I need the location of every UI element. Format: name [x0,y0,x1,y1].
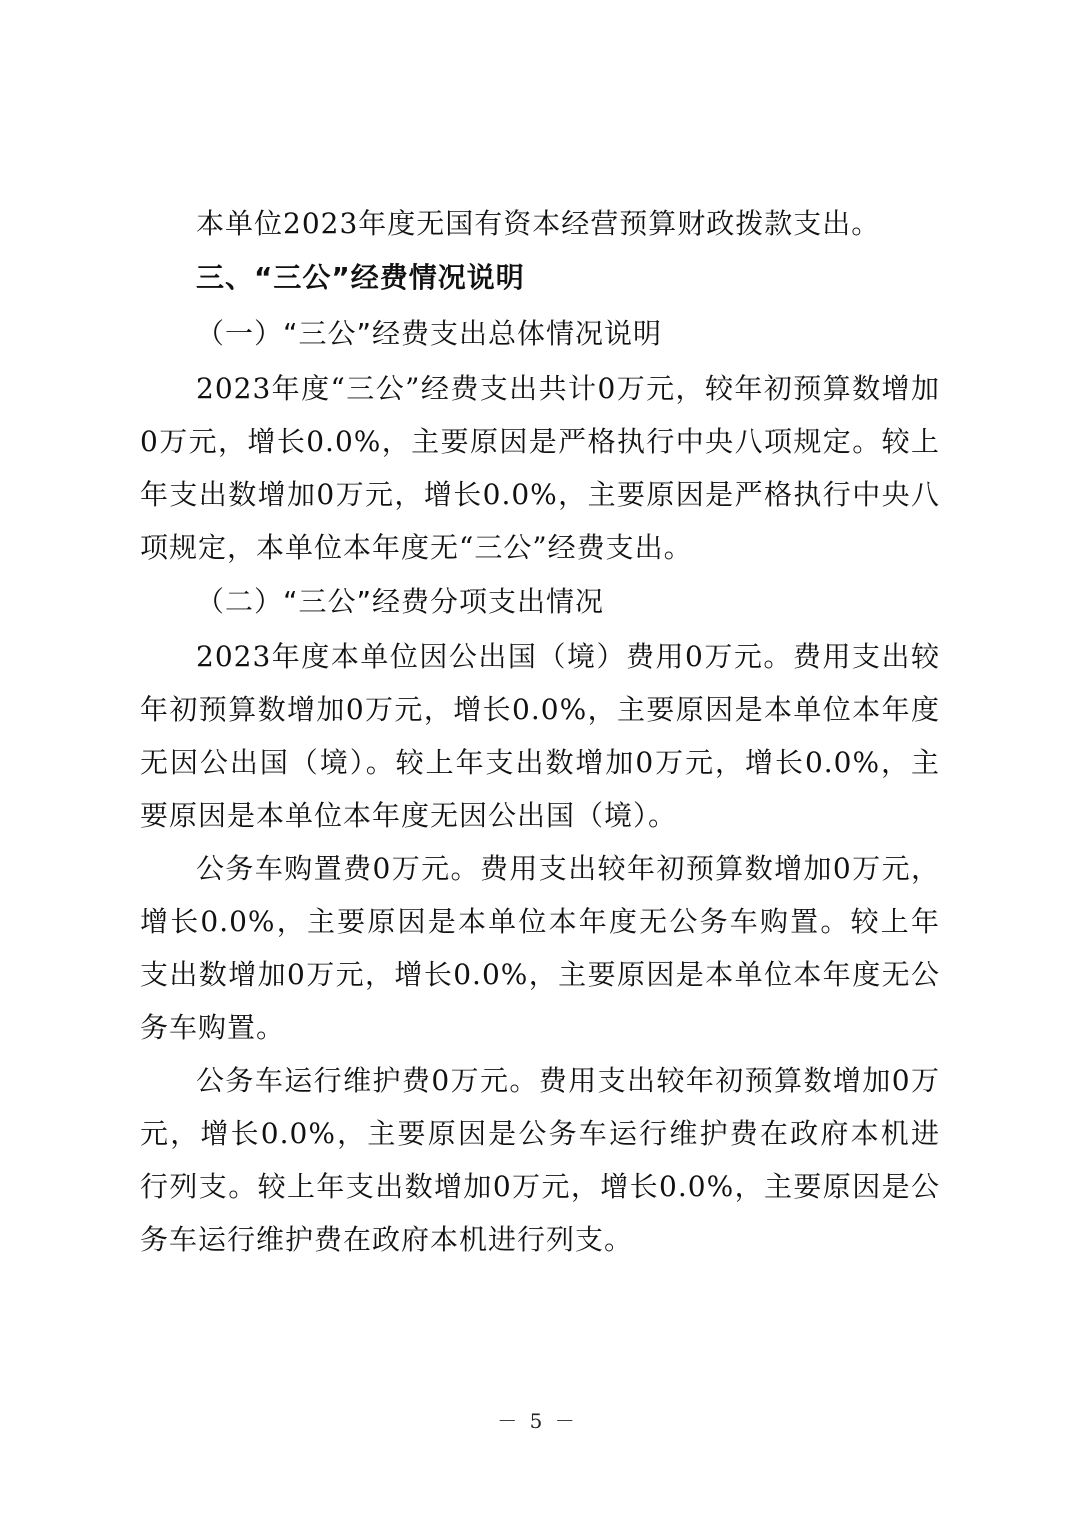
page-number: － 5 － [497,1409,578,1433]
subsection-heading-itemized: （二）“三公”经费分项支出情况 [196,585,605,618]
section-heading-three-public-expenses: 三、“三公”经费情况说明 [196,261,525,294]
subsection-heading-overall: （一）“三公”经费支出总体情况说明 [196,317,663,350]
paragraph-vehicle-purchase: 公务车购置费0万元。费用支出较年初预算数增加0万元，增长0.0%，主要原因是本单位本年度无公务车购置。较上年支出数增加0万元，增长0.0%，主要原因是本单位本年度无公务车购置。 [140,852,940,1044]
paragraph-overseas-travel: 2023年度本单位因公出国（境）费用0万元。费用支出较年初预算数增加0万元，增长0.0%，主要原因是本单位本年度无因公出国（境）。较上年支出数增加0万元，增长0.0%，主要原因是本单位本年度无因公出国（境）。 [140,640,940,832]
paragraph-state-capital-budget: 本单位2023年度无国有资本经营预算财政拨款支出。 [196,207,881,240]
paragraph-overall-expenses: 2023年度“三公”经费支出共计0万元，较年初预算数增加0万元，增长0.0%，主要原因是严格执行中央八项规定。较上年支出数增加0万元，增长0.0%，主要原因是严格执行中央八项规定，本单位本年度无“三公”经费支出。 [140,372,940,564]
paragraph-vehicle-maintenance: 公务车运行维护费0万元。费用支出较年初预算数增加0万元，增长0.0%，主要原因是公务车运行维护费在政府本机进行列支。较上年支出数增加0万元，增长0.0%，主要原因是公务车运行维护费在政府本机进行列支。 [140,1064,940,1256]
document-body [140,197,940,1266]
